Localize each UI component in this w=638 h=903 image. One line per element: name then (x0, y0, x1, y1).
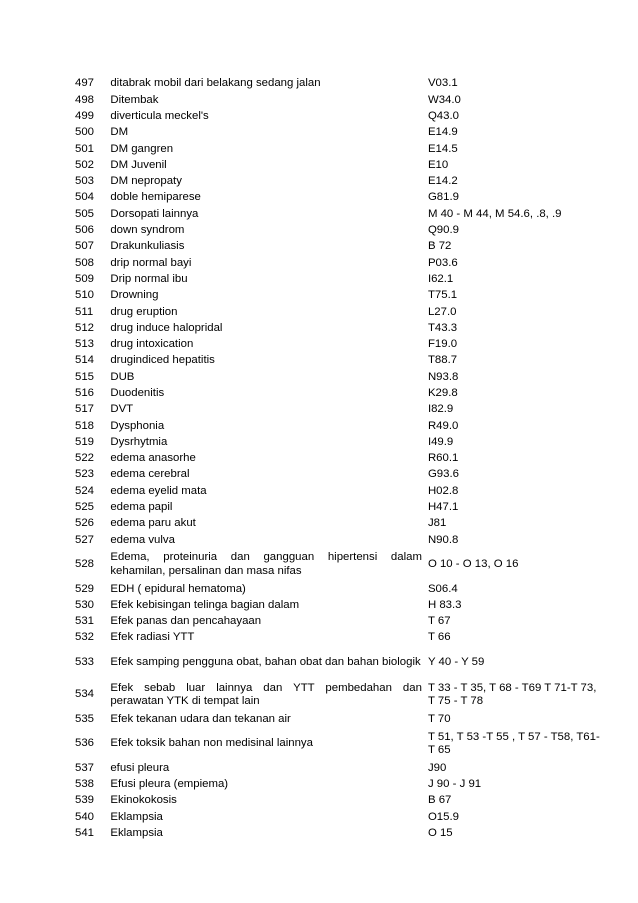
table-row (72, 581, 602, 597)
row-number: 503 (75, 175, 95, 188)
diagnosis-code-table (72, 76, 602, 842)
icd-code: E14.9 (427, 126, 458, 139)
diagnosis-name: edema papil (110, 501, 173, 514)
row-number: 498 (75, 93, 95, 106)
icd-code: H47.1 (427, 501, 459, 514)
row-number: 507 (75, 240, 95, 253)
icd-code: L27.0 (427, 305, 457, 318)
table-row (72, 288, 602, 304)
diagnosis-name: drug induce halopridal (110, 321, 223, 334)
icd-code: E10 (427, 158, 449, 171)
diagnosis-name: ditabrak mobil dari belakang sedang jalan (110, 77, 321, 90)
icd-code: T43.3 (427, 321, 458, 334)
row-number: 513 (75, 338, 95, 351)
icd-code: J81 (427, 517, 447, 530)
row-number: 529 (75, 582, 95, 595)
diagnosis-name: drug intoxication (110, 338, 194, 351)
icd-code: J90 (427, 761, 447, 774)
row-number: 511 (75, 305, 94, 318)
table-row (72, 157, 602, 173)
icd-code: E14.2 (427, 175, 458, 188)
table-row (72, 630, 602, 646)
diagnosis-name: DM Juvenil (110, 158, 167, 171)
row-number: 509 (75, 272, 95, 285)
table-row (72, 353, 602, 369)
table-row (72, 239, 602, 255)
table-row (72, 141, 602, 157)
diagnosis-name: DM (110, 126, 129, 139)
diagnosis-name: edema anasorhe (110, 452, 196, 465)
table-row (72, 386, 602, 402)
row-number: 518 (75, 419, 95, 432)
table-row (72, 500, 602, 516)
icd-code: T 66 (427, 631, 451, 644)
icd-code: R49.0 (427, 419, 459, 432)
table-row (72, 223, 602, 239)
icd-code: T75.1 (427, 289, 458, 302)
diagnosis-name: Efek kebisingan telinga bagian dalam (110, 598, 300, 611)
table-row (72, 712, 602, 728)
icd-code: O15.9 (427, 810, 459, 823)
icd-code: J 90 - J 91 (427, 778, 482, 791)
diagnosis-name: Duodenitis (110, 386, 165, 399)
row-number: 531 (75, 615, 95, 628)
icd-code: O 15 (427, 827, 453, 839)
row-number: 502 (75, 158, 95, 171)
diagnosis-name: Efek toksik bahan non medisinal lainnya (110, 737, 313, 750)
table-row (72, 255, 602, 271)
table-row (72, 92, 602, 108)
table-row (72, 728, 602, 761)
row-number: 515 (75, 370, 95, 383)
icd-code: I49.9 (427, 435, 454, 448)
icd-code: R60.1 (427, 452, 459, 465)
row-number: 527 (75, 533, 95, 546)
table-row (72, 809, 602, 825)
diagnosis-name: DM nepropaty (110, 175, 182, 188)
row-number: 536 (75, 737, 95, 750)
table-row (72, 369, 602, 385)
icd-code: Y 40 - Y 59 (427, 655, 485, 668)
table-row (72, 549, 602, 582)
diagnosis-name: Efek samping pengguna obat, bahan obat dan bahan biologik (110, 655, 421, 668)
icd-code: H02.8 (427, 484, 459, 497)
icd-code: V03.1 (427, 77, 458, 90)
diagnosis-name: edema eyelid mata (110, 484, 207, 497)
table-row (72, 826, 602, 842)
table-row (72, 532, 602, 548)
row-number: 508 (75, 256, 95, 269)
icd-code: T88.7 (427, 354, 458, 367)
row-number: 533 (75, 655, 95, 668)
diagnosis-name: Drakunkuliasis (110, 240, 185, 253)
row-number: 514 (75, 354, 95, 367)
table-row (72, 777, 602, 793)
row-number: 525 (75, 501, 95, 514)
icd-code: I62.1 (427, 272, 454, 285)
row-number: 540 (75, 810, 95, 823)
diagnosis-name: DM gangren (110, 142, 174, 155)
icd-code: F19.0 (427, 338, 458, 351)
icd-code: O 10 - O 13, O 16 (427, 558, 519, 571)
row-number: 539 (75, 794, 95, 807)
table-row (72, 272, 602, 288)
table-body (72, 76, 602, 842)
diagnosis-name: Eklampsia (110, 810, 163, 823)
diagnosis-name: doble hemiparese (110, 191, 201, 204)
icd-code: T 70 (427, 712, 451, 725)
icd-code: G93.6 (427, 468, 459, 481)
table-row (72, 76, 602, 92)
table-row (72, 190, 602, 206)
table-row (72, 760, 602, 776)
icd-code: M 40 - M 44, M 54.6, .8, .9 (427, 207, 562, 220)
icd-code: Q43.0 (427, 109, 459, 122)
row-number: 512 (75, 321, 95, 334)
table-row (72, 614, 602, 630)
diagnosis-name: DVT (110, 403, 134, 416)
icd-code: S06.4 (427, 582, 458, 595)
icd-code: B 67 (427, 794, 452, 807)
diagnosis-name: efusi pleura (110, 761, 170, 774)
row-number: 524 (75, 484, 95, 497)
row-number: 504 (75, 191, 95, 204)
icd-code: P03.6 (427, 256, 458, 269)
diagnosis-name: Dysrhytmia (110, 435, 168, 448)
row-number: 522 (75, 452, 95, 465)
row-number: 499 (75, 109, 95, 122)
diagnosis-name: Efek tekanan udara dan tekanan air (110, 712, 291, 725)
diagnosis-name: down syndrom (110, 224, 185, 237)
table-row (72, 435, 602, 451)
table-row (72, 598, 602, 614)
diagnosis-name: edema cerebral (110, 468, 190, 481)
icd-code: E14.5 (427, 142, 458, 155)
diagnosis-name: Efek sebab luar lainnya dan YTT pembedahan dan perawatan YTK di tempat lain (110, 681, 422, 708)
diagnosis-name: diverticula meckel's (110, 109, 209, 122)
diagnosis-name: edema paru akut (110, 517, 196, 530)
icd-code: K29.8 (427, 386, 458, 399)
table-row (72, 337, 602, 353)
row-number: 519 (75, 435, 95, 448)
row-number: 510 (75, 289, 95, 302)
row-number: 532 (75, 631, 95, 644)
diagnosis-name: Dysphonia (110, 419, 165, 432)
row-number: 537 (75, 761, 95, 774)
table-row (72, 304, 602, 320)
row-number: 541 (75, 827, 95, 839)
icd-code: Q90.9 (427, 224, 459, 237)
table-row (72, 679, 602, 712)
table-row (72, 516, 602, 532)
icd-code: I82.9 (427, 403, 454, 416)
icd-code: N90.8 (427, 533, 459, 546)
diagnosis-name: DUB (110, 370, 135, 383)
table-row (72, 483, 602, 499)
diagnosis-name: Efusi pleura (empiema) (110, 778, 229, 791)
icd-code: T 51, T 53 -T 55 , T 57 - T58, T61- T 65 (427, 730, 600, 757)
diagnosis-name: edema vulva (110, 533, 175, 546)
table-row (72, 125, 602, 141)
icd-code: T 33 - T 35, T 68 - T69 T 71-T 73, T 75 - T 78 (427, 681, 597, 708)
icd-code: T 67 (427, 615, 451, 628)
row-number: 505 (75, 207, 95, 220)
table-row (72, 451, 602, 467)
diagnosis-name: Efek radiasi YTT (110, 631, 195, 644)
icd-code: H 83.3 (427, 598, 462, 611)
icd-code: W34.0 (427, 93, 461, 106)
diagnosis-name: Eklampsia (110, 827, 163, 839)
row-number: 500 (75, 126, 95, 139)
diagnosis-name: EDH ( epidural hematoma) (110, 582, 246, 595)
diagnosis-name: drug eruption (110, 305, 178, 318)
row-number: 534 (75, 688, 95, 701)
diagnosis-name: Drip normal ibu (110, 272, 188, 285)
icd-code: G81.9 (427, 191, 459, 204)
table-row (72, 402, 602, 418)
table-row (72, 109, 602, 125)
diagnosis-name: Drowning (110, 289, 159, 302)
icd-code: B 72 (427, 240, 452, 253)
row-number: 517 (75, 403, 95, 416)
row-number: 497 (75, 77, 95, 90)
table-row (72, 418, 602, 434)
diagnosis-name: Dorsopati lainnya (110, 207, 199, 220)
row-number: 523 (75, 468, 95, 481)
table-row (72, 206, 602, 222)
table-row (72, 174, 602, 190)
row-number: 530 (75, 598, 95, 611)
table-row (72, 467, 602, 483)
diagnosis-name: Edema, proteinuria dan gangguan hipertensi dalam kehamilan, persalinan dan masa nifas (110, 551, 422, 577)
table-row (72, 646, 602, 679)
diagnosis-name: Efek panas dan pencahayaan (110, 615, 262, 628)
row-number: 501 (75, 142, 95, 155)
icd-code: N93.8 (427, 370, 459, 383)
row-number: 535 (75, 712, 95, 725)
table-row (72, 793, 602, 809)
row-number: 506 (75, 224, 95, 237)
diagnosis-name: drip normal bayi (110, 256, 192, 269)
row-number: 538 (75, 778, 95, 791)
diagnosis-name: Ekinokokosis (110, 794, 177, 807)
diagnosis-name: drugindiced hepatitis (110, 354, 215, 367)
row-number: 528 (75, 558, 95, 571)
row-number: 526 (75, 517, 95, 530)
table-row (72, 320, 602, 336)
diagnosis-name: Ditembak (110, 93, 159, 106)
row-number: 516 (75, 386, 95, 399)
